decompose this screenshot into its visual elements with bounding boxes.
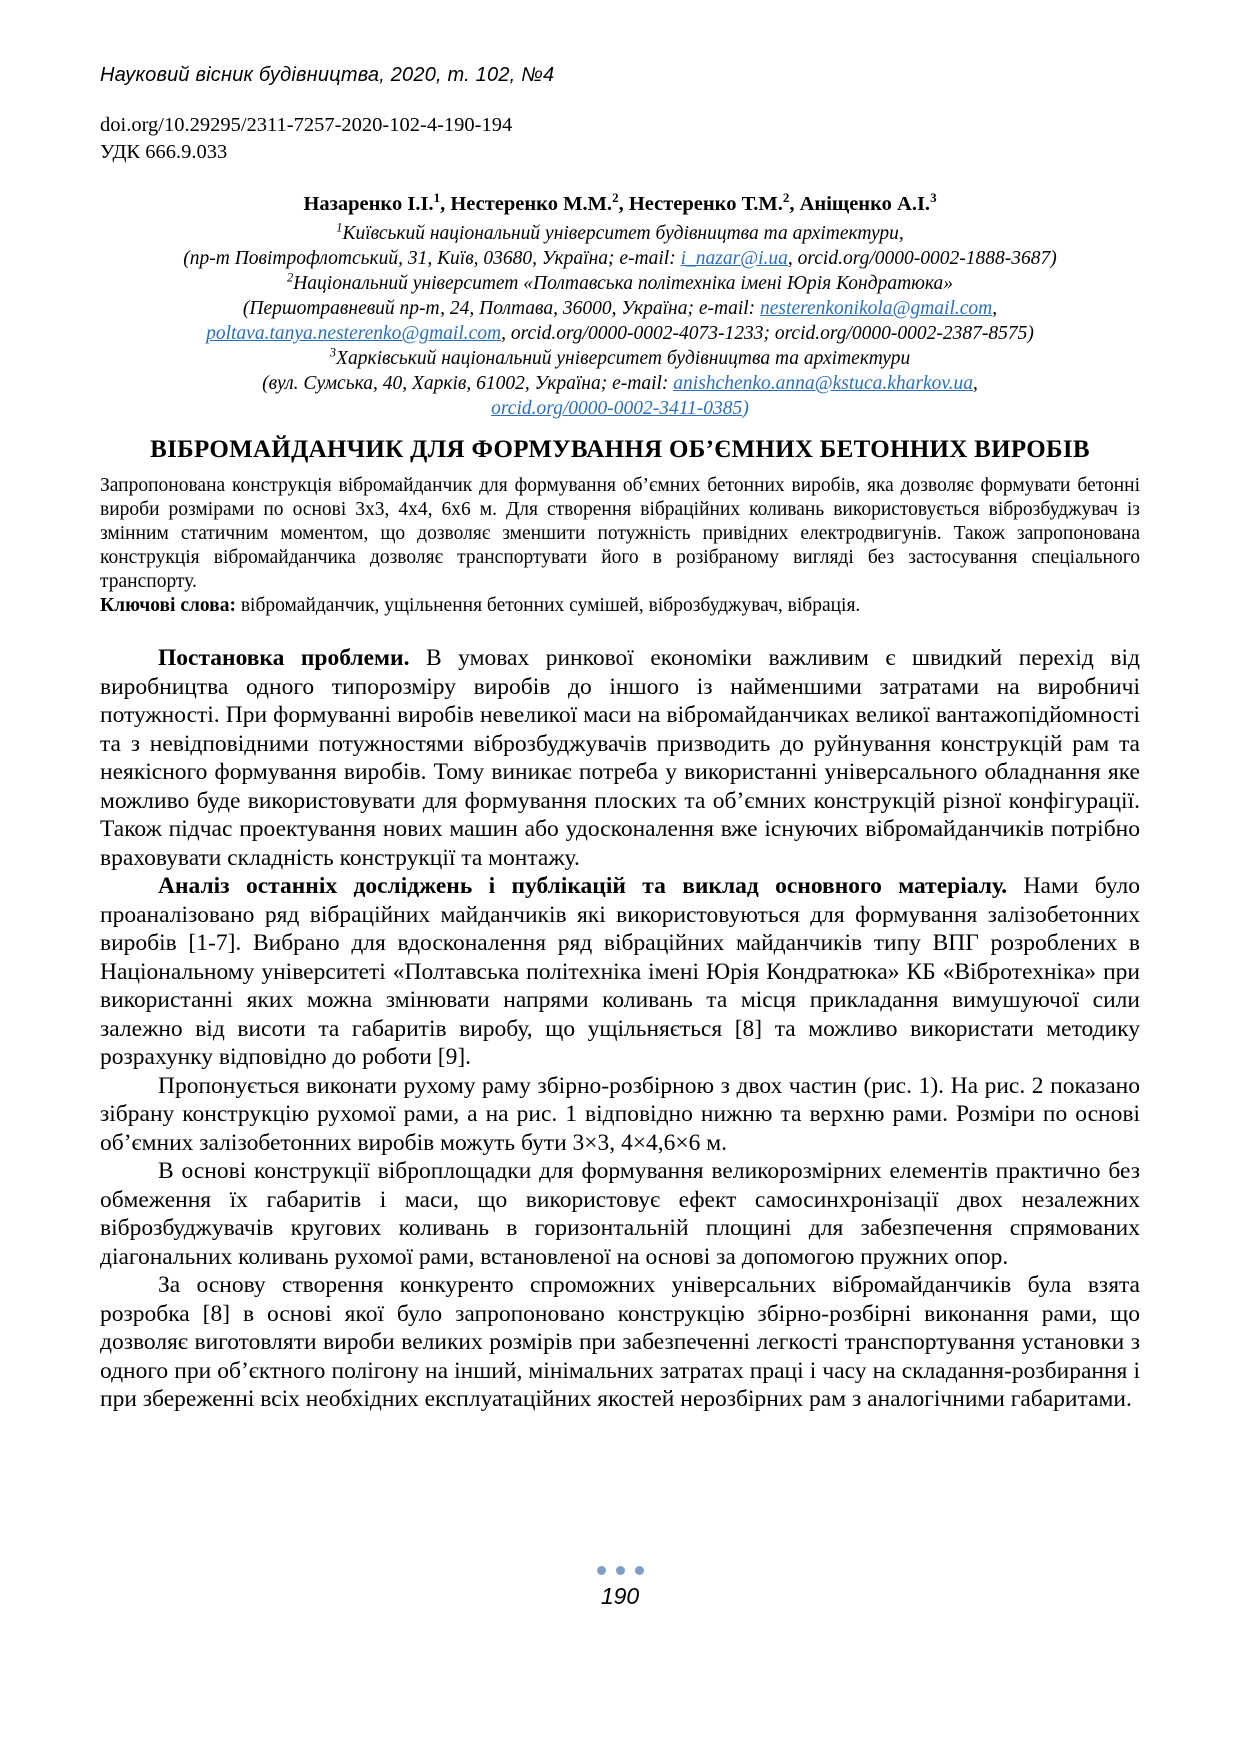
author-affiliation-marker: 3 [930, 190, 937, 206]
affiliations-block [100, 221, 1140, 421]
author-separator: , [440, 193, 451, 215]
affiliation-line [100, 246, 1140, 271]
author-separator: , [789, 193, 800, 215]
paragraph-analysis [100, 872, 1140, 1072]
affiliation-line [100, 321, 1140, 346]
journal-header: Науковий вісник будівництва, 2020, т. 102, №4 [100, 64, 555, 86]
orcid-link-anishchenko[interactable]: orcid.org/0000-0002-3411-0385 [491, 398, 743, 419]
email-link-nesterenko-m[interactable]: nesterenkonikola@gmail.com [760, 298, 993, 319]
doi-line: doi.org/10.29295/2311-7257-2020-102-4-190-194 [100, 114, 513, 136]
affiliation-text: , [973, 373, 978, 394]
section-heading: Постановка проблеми. [158, 645, 410, 671]
paragraph-text: В основі конструкції віброплощадки для формування великорозмірних елементів практично без обмеження їх габаритів і маси, що використовує ефект самосинхронізації двох незалежних віброзбуджувачів кругових коливань в горизонтальній площині для забезпечення спрямованих діагональних коливань рухомої рами, встановленої на основі за допомогою пружних опор. [100, 1158, 1140, 1270]
affiliation-line [100, 271, 1140, 296]
affiliation-line [100, 371, 1140, 396]
affiliation-text: (Першотравневий пр-т, 24, Полтава, 36000, Україна; e-mail: [242, 298, 761, 319]
authors-line [100, 191, 1140, 218]
dot-icon [616, 1566, 625, 1575]
author-affiliation-marker: 1 [433, 190, 441, 206]
paragraph-text: Нами було проаналізовано ряд вібраційних майданчиків які використовуються для формування залізобетонних виробів [1-7]. Вибрано для вдосконалення ряд вібраційних майданчиків типу ВПГ розроблених в Національному університеті «Полтавська політехніка імені Юрія Кондратюка» КБ «Вібротехніка» при використанні яких можна змінювати напрями коливань та місця прикладання вимушуючої сили залежно від висоти та габаритів виробу, що ущільняється [8] та можливо використати методику розрахунку відповідно до роботи [9]. [100, 873, 1141, 1070]
affiliation-text: Київський національний університет будівництва та архітектури, [342, 223, 904, 244]
keywords-label: Ключові слова: [100, 595, 236, 616]
affiliation-line [100, 221, 1140, 246]
email-link-nazarenko[interactable]: i_nazar@i.ua [680, 248, 788, 269]
paper-title: ВІБРОМАЙДАНЧИК ДЛЯ ФОРМУВАННЯ ОБ’ЄМНИХ БЕТОННИХ ВИРОБІВ [150, 436, 1090, 463]
paragraph-development-basis [100, 1271, 1140, 1414]
affiliation-line [100, 396, 1140, 421]
author-name: Нестеренко Т.М. [628, 193, 783, 215]
paragraph-platform-design [100, 1157, 1140, 1271]
keywords-line [100, 594, 1140, 618]
abstract-block [100, 474, 1140, 618]
affiliation-marker: 1 [336, 220, 343, 235]
paragraph-frame-proposal [100, 1072, 1140, 1158]
dot-icon [597, 1566, 606, 1575]
keywords-text: вібромайданчик, ущільнення бетонних сумішей, віброзбуджувач, вібрація. [235, 595, 861, 616]
author-name: Нестеренко М.М. [450, 193, 613, 215]
meta-block [100, 112, 1140, 166]
udc-line: УДК 666.9.033 [100, 141, 228, 163]
affiliation-text: (пр-т Повітрофлотський, 31, Київ, 03680, Україна; e-mail: [183, 248, 681, 269]
affiliation-marker: 2 [286, 270, 294, 285]
affiliation-text: , orcid.org/0000-0002-4073-1233; orcid.org/0000-0002-2387-8575) [501, 323, 1034, 344]
paragraph-problem-statement [100, 644, 1140, 872]
author-name: Назаренко І.І. [303, 193, 434, 215]
paragraph-text: В умовах ринкової економіки важливим є швидкий перехід від виробництва одного типорозміру виробів до іншого із найменшими затратами на виробничі потужності. При формуванні виробів невеликої маси на вібромайданчиках великої вантажопідйомності та з невідповідними потужностями віброзбуджувачів призводить до руйнування конструкцій рам та неякісного формування виробів. Тому виникає потреба у використанні універсального обладнання яке можливо буде використовувати для формування плоских та об’ємних конструкцій різної конфігурації. Також підчас проектування нових машин або удосконалення вже існуючих вібромайданчиків потрібно враховувати складність конструкції та монтажу. [100, 645, 1140, 871]
affiliation-text: , [992, 298, 998, 319]
page-number: 190 [600, 1583, 640, 1609]
affiliation-line [100, 296, 1140, 321]
article-body [100, 644, 1140, 1414]
section-heading: Аналіз останніх досліджень і публікацій та виклад основного матеріалу. [158, 873, 1008, 899]
affiliation-text: ) [742, 398, 749, 419]
author-affiliation-marker: 2 [612, 190, 619, 206]
author-separator: , [618, 193, 629, 215]
affiliation-text: Харківський національний університет будівництва та архітектури [336, 348, 911, 369]
affiliation-text: (вул. Сумська, 40, Харків, 61002, Україна; e-mail: [262, 373, 674, 394]
author-affiliation-marker: 2 [782, 190, 790, 206]
email-link-anishchenko[interactable]: anishchenko.anna@kstuca.kharkov.ua [673, 373, 974, 394]
affiliation-line [100, 346, 1140, 371]
abstract-text: Запропонована конструкція вібромайданчик для формування об’ємних бетонних виробів, яка дозволяє формувати бетонні вироби розмірами по основі 3х3, 4х4, 6х6 м. Для створення вібраційних коливань використовується віброзбуджувач із змінним статичним моментом, що дозволяє зменшити потужність привідних електродвигунів. Також запропонована конструкція вібромайданчика дозволяє транспортувати його в розібраному вигляді без застосування спеціального транспорту. [100, 475, 1140, 592]
affiliation-text: Національний університет «Полтавська політехніка імені Юрія Кондратюка» [293, 273, 954, 294]
paragraph-text: За основу створення конкуренто спроможних універсальних вібромайданчиків була взята розробка [8] в основі якої було запропоновано конструкцію збірно-розбірні виконання рами, що дозволяє виготовляти вироби великих розмірів при забезпеченні легкості транспортування установки з одного при об’єктного полігону на інший, мінімальних затратах праці і часу на складання-розбирання і при збереженні всіх необхідних експлуатаційних якостей нерозбірних рам з аналогічними габаритами. [100, 1272, 1140, 1412]
dot-icon [635, 1566, 644, 1575]
email-link-nesterenko-t[interactable]: poltava.tanya.nesterenko@gmail.com [206, 323, 502, 344]
author-name: Аніщенко А.І. [799, 193, 931, 215]
affiliation-marker: 3 [329, 345, 337, 360]
affiliation-text: , orcid.org/0000-0002-1888-3687) [787, 248, 1057, 269]
paragraph-text: Пропонується виконати рухому раму збірно-розбірною з двох частин (рис. 1). На рис. 2 показано зібрану конструкцію рухомої рами, а на рис. 1 відповідно нижню та верхню рами. Розміри по основі об’ємних залізобетонних виробів можуть бути 3×3, 4×4,6×6 м. [100, 1072, 1140, 1156]
footer-dots-icon [0, 1566, 1240, 1576]
